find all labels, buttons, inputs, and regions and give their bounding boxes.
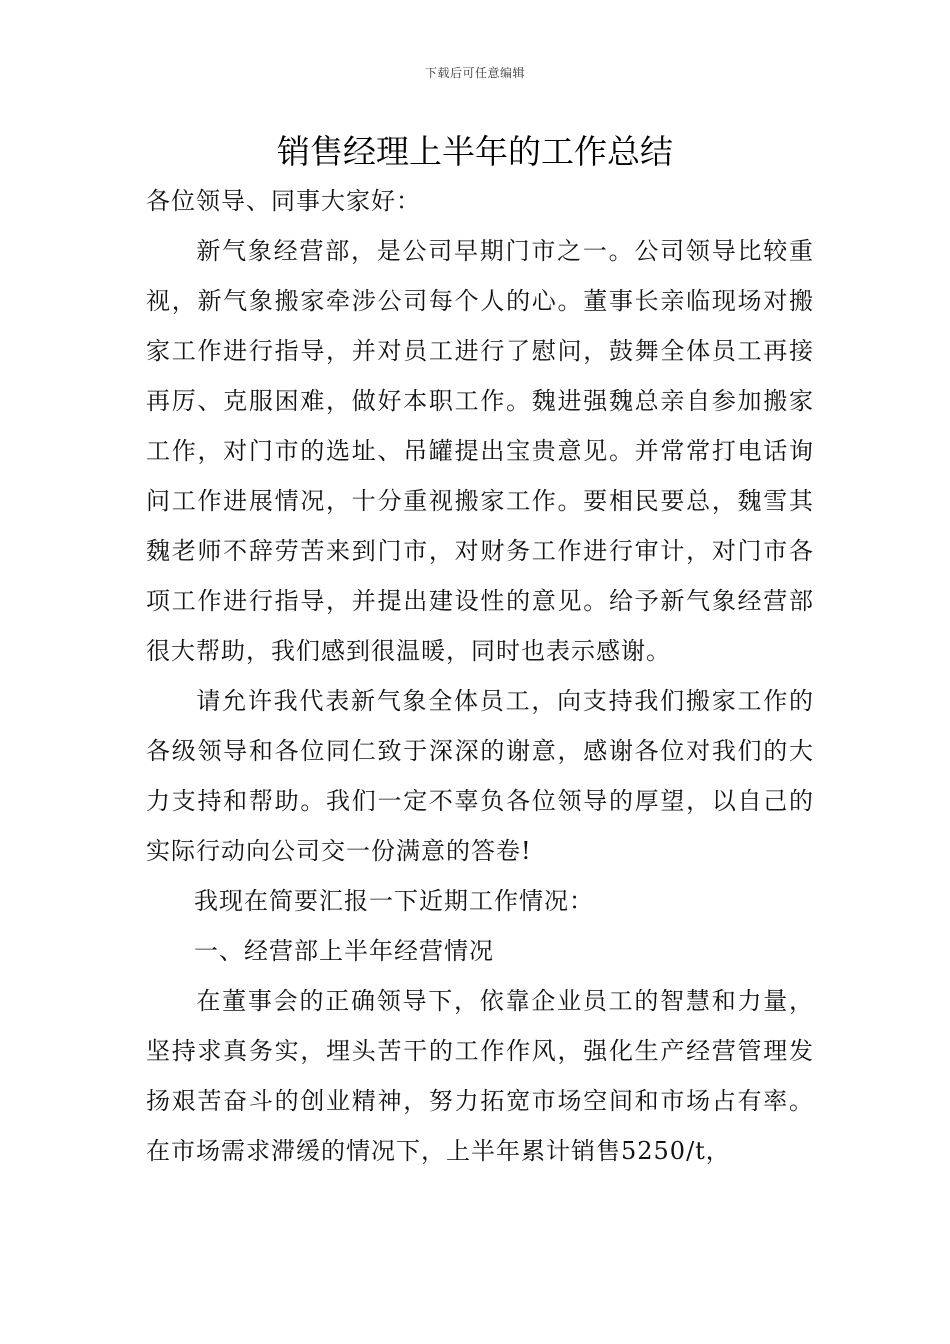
paragraph-operations: 在董事会的正确领导下，依靠企业员工的智慧和力量，坚持求真务实，埋头苦干的工作作风，强化生产经营管理发扬艰苦奋斗的创业精神，努力拓宽市场空间和市场占有率。在市场需求滞缓的情况下，上半年累计销售5250/t， xyxy=(146,987,814,1165)
greeting-line: 各位领导、同事大家好： xyxy=(146,187,421,215)
paragraph-intro: 新气象经营部，是公司早期门市之一。公司领导比较重视，新气象搬家牵涉公司每个人的心。董事长亲临现场对搬家工作进行指导，并对员工进行了慰问，鼓舞全体员工再接再厉、克服困难，做好本职工作。魏进强魏总亲自参加搬家工作，对门市的选址、吊罐提出宝贵意见。并常常打电话询问工作进展情况，十分重视搬家工作。要相民要总，魏雪其魏老师不辞劳苦来到门市，对财务工作进行审计，对门市各项工作进行指导，并提出建设性的意见。给予新气象经营部很大帮助，我们感到很温暖，同时也表示感谢。 xyxy=(146,237,814,665)
section-heading-1: 一、经营部上半年经营情况 xyxy=(194,937,494,965)
document-body xyxy=(146,176,814,1176)
document-title: 销售经理上半年的工作总结 xyxy=(277,132,673,171)
header-note: 下载后可任意编辑 xyxy=(424,66,525,80)
paragraph-report-intro: 我现在简要汇报一下近期工作情况： xyxy=(194,887,594,915)
paragraph-thanks: 请允许我代表新气象全体员工，向支持我们搬家工作的各级领导和各位同仁致于深深的谢意，感谢各位对我们的大力支持和帮助。我们一定不辜负各位领导的厚望，以自己的实际行动向公司交一份满意的答卷! xyxy=(146,687,814,865)
